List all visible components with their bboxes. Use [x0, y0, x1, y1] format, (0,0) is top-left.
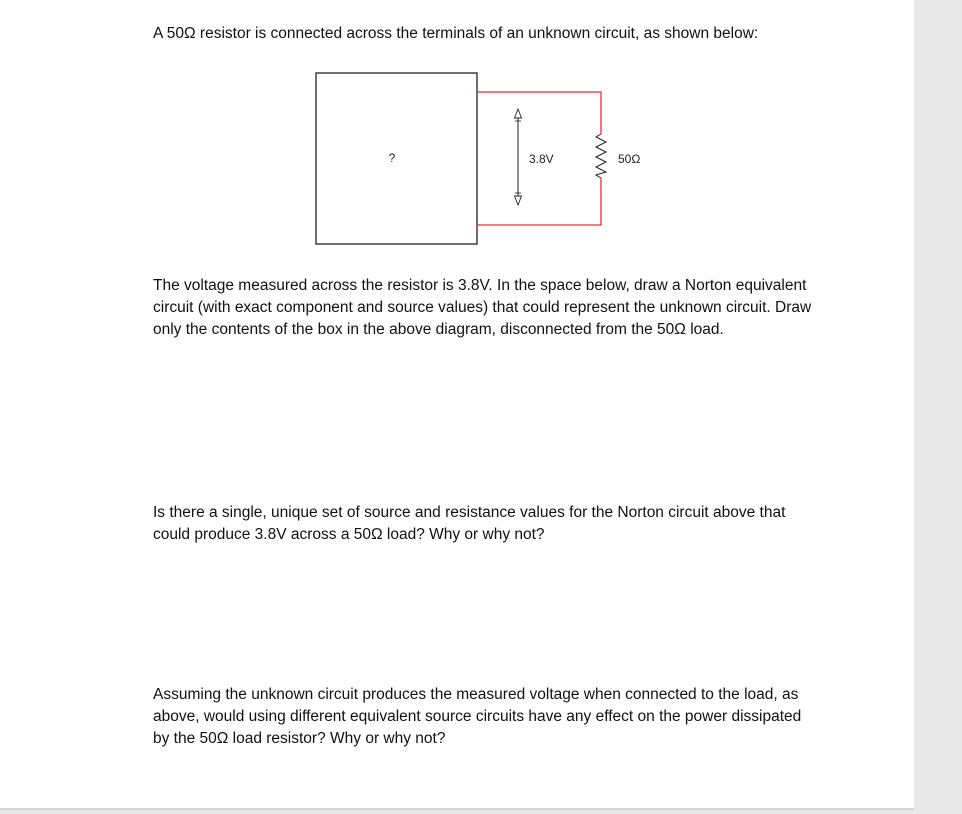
unknown-circuit-label: ? [388, 151, 396, 165]
page-bottom-edge [0, 808, 914, 810]
circuit-diagram [305, 65, 641, 255]
question-1-text: The voltage measured across the resistor is 3.8V. In the space below, draw a Norton equivalent circuit (with exact component and source values) that could represent the unknown circuit. Draw only the contents of the box in the above diagram, disconnected from the 50Ω load. [153, 277, 812, 338]
unknown-circuit-box [316, 73, 477, 244]
question-2-text: Is there a single, unique set of source and resistance values for the Norton circuit above that could produce 3.8V across a 50Ω load? Why or why not? [153, 504, 786, 543]
voltage-label: 3.8V [529, 152, 554, 166]
resistor-label: 50Ω [618, 152, 641, 166]
voltage-arrow-down-head [515, 196, 522, 205]
voltage-arrow-up-head [515, 109, 522, 118]
bottom-wire [477, 178, 601, 225]
intro-text: A 50Ω resistor is connected across the terminals of an unknown circuit, as shown below: [153, 25, 759, 42]
scrollbar-track[interactable] [914, 0, 962, 814]
question-3-text: Assuming the unknown circuit produces the measured voltage when connected to the load, as above, would using different equivalent source circuits have any effect on the power dissipated by the 50Ω load resistor? Why or why not? [153, 686, 802, 747]
top-wire [477, 92, 601, 134]
resistor-symbol [596, 134, 606, 178]
